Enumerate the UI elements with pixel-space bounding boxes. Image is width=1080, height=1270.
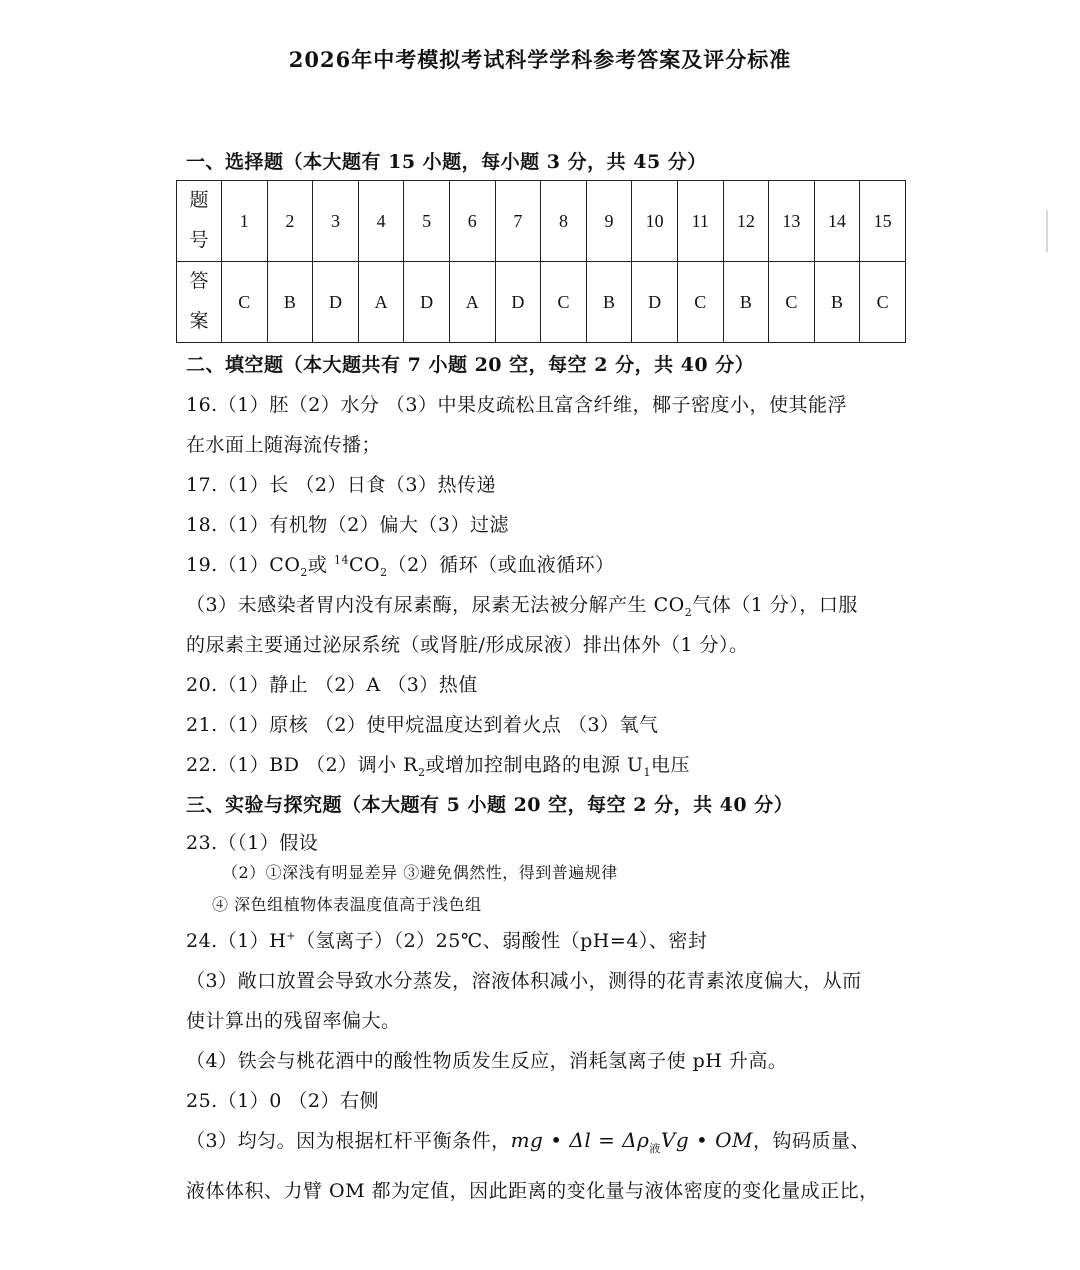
row-label-answer: 答 案	[177, 262, 222, 343]
text: 气体（1 分），口服	[692, 594, 858, 616]
subscript: 2	[417, 765, 426, 779]
table-cell: 12	[723, 181, 769, 262]
table-cell: 13	[769, 181, 815, 262]
answer-line-25c: 液体体积、力臂 OM 都为定值，因此距离的变化量与液体密度的变化量成正比，	[186, 1180, 879, 1202]
subscript: 2	[380, 565, 388, 579]
table-cell: 6	[449, 181, 495, 262]
table-cell: 15	[860, 181, 906, 262]
subscript: 1	[643, 765, 652, 779]
answer-line-17: 17.（1）长 （2）日食（3）热传递	[186, 474, 497, 496]
answer-line-19a	[186, 550, 615, 579]
text: 24.（1）H	[186, 930, 287, 952]
text: 或	[307, 554, 334, 576]
answer-line-25a: 25.（1）0 （2）右侧	[186, 1090, 380, 1112]
table-cell: 7	[495, 181, 541, 262]
answer-line-16b: 在水面上随海流传播；	[186, 434, 382, 456]
table-cell: C	[222, 262, 268, 343]
text: 22.（1）BD （2）调小 R	[186, 754, 418, 776]
table-cell: 11	[677, 181, 723, 262]
answer-line-25b	[186, 1126, 870, 1156]
section3-heading: 三、实验与探究题（本大题有 5 小题 20 空，每空 2 分，共 40 分）	[186, 794, 794, 816]
table-cell: 14	[814, 181, 860, 262]
text: （2）循环（或血液循环）	[387, 554, 615, 576]
subscript: 2	[300, 565, 308, 579]
formula-right: Vg • OM	[660, 1128, 754, 1152]
table-row-numbers	[177, 181, 906, 262]
table-cell: 2	[267, 181, 313, 262]
table-cell: C	[769, 262, 815, 343]
subscript: 液	[649, 1141, 661, 1155]
table-cell: D	[313, 262, 359, 343]
answer-line-19c: 的尿素主要通过泌尿系统（或肾脏/形成尿液）排出体外（1 分）。	[186, 634, 749, 656]
superscript: 14	[333, 553, 349, 567]
answer-table	[176, 180, 906, 343]
table-cell: A	[449, 262, 495, 343]
answer-line-24a	[186, 926, 707, 953]
answer-line-18: 18.（1）有机物（2）偏大（3）过滤	[186, 514, 509, 536]
edge-scrollbar-artifact	[1046, 210, 1048, 252]
table-cell: D	[632, 262, 678, 343]
answer-line-23a: 23.（（1）假设	[186, 832, 319, 854]
text: CO	[348, 554, 381, 576]
text: ，钩码质量、	[753, 1130, 871, 1152]
text: 19.（1）CO	[186, 554, 301, 576]
table-cell: 8	[541, 181, 587, 262]
formula-left: mg • Δl = Δρ	[510, 1128, 650, 1152]
text: 或增加控制电路的电源 U	[425, 754, 644, 776]
table-cell: B	[267, 262, 313, 343]
table-row-answers	[177, 262, 906, 343]
answer-line-24c: 使计算出的残留率偏大。	[186, 1010, 401, 1032]
row-label-number: 题 号	[177, 181, 222, 262]
table-cell: A	[358, 262, 404, 343]
table-cell: 10	[632, 181, 678, 262]
answer-line-20: 20.（1）静止 （2）A （3）热值	[186, 674, 478, 696]
table-cell: D	[495, 262, 541, 343]
table-cell: D	[404, 262, 450, 343]
table-cell: B	[723, 262, 769, 343]
section2-heading: 二、填空题（本大题共有 7 小题 20 空，每空 2 分，共 40 分）	[186, 354, 755, 376]
table-cell: B	[814, 262, 860, 343]
table-cell: C	[677, 262, 723, 343]
answer-line-19b	[186, 590, 858, 619]
table-cell: C	[541, 262, 587, 343]
table-cell: 4	[358, 181, 404, 262]
answer-line-23b: （2）①深浅有明显差异 ③避免偶然性，得到普遍规律	[222, 863, 618, 882]
subscript: 2	[684, 605, 693, 619]
table-cell: C	[860, 262, 906, 343]
answer-line-23c: ④ 深色组植物体表温度值高于浅色组	[212, 895, 482, 914]
text: （3）均匀。因为根据杠杆平衡条件，	[186, 1130, 511, 1152]
answer-line-21: 21.（1）原核 （2）使甲烷温度达到着火点 （3）氧气	[186, 714, 659, 736]
answer-line-24d: （4）铁会与桃花酒中的酸性物质发生反应，消耗氢离子使 pH 升高。	[186, 1050, 788, 1072]
text: （3）未感染者胃内没有尿素酶，尿素无法被分解产生 CO	[186, 594, 685, 616]
table-cell: 9	[586, 181, 632, 262]
text: 电压	[651, 754, 691, 776]
table-cell: 5	[404, 181, 450, 262]
text: （氢离子）（2）25℃、弱酸性（pH=4）、密封	[296, 930, 708, 952]
table-cell: 1	[222, 181, 268, 262]
table-cell: 3	[313, 181, 359, 262]
answer-line-22	[186, 750, 690, 779]
page-title: 2026年中考模拟考试科学学科参考答案及评分标准	[288, 47, 792, 72]
answer-line-24b: （3）敞口放置会导致水分蒸发，溶液体积减小，测得的花青素浓度偏大，从而	[186, 970, 862, 992]
superscript: +	[286, 929, 297, 943]
section1-heading: 一、选择题（本大题有 15 小题，每小题 3 分，共 45 分）	[186, 151, 707, 173]
answer-line-16a: 16.（1）胚（2）水分 （3）中果皮疏松且富含纤维，椰子密度小，使其能浮	[186, 394, 848, 416]
table-cell: B	[586, 262, 632, 343]
